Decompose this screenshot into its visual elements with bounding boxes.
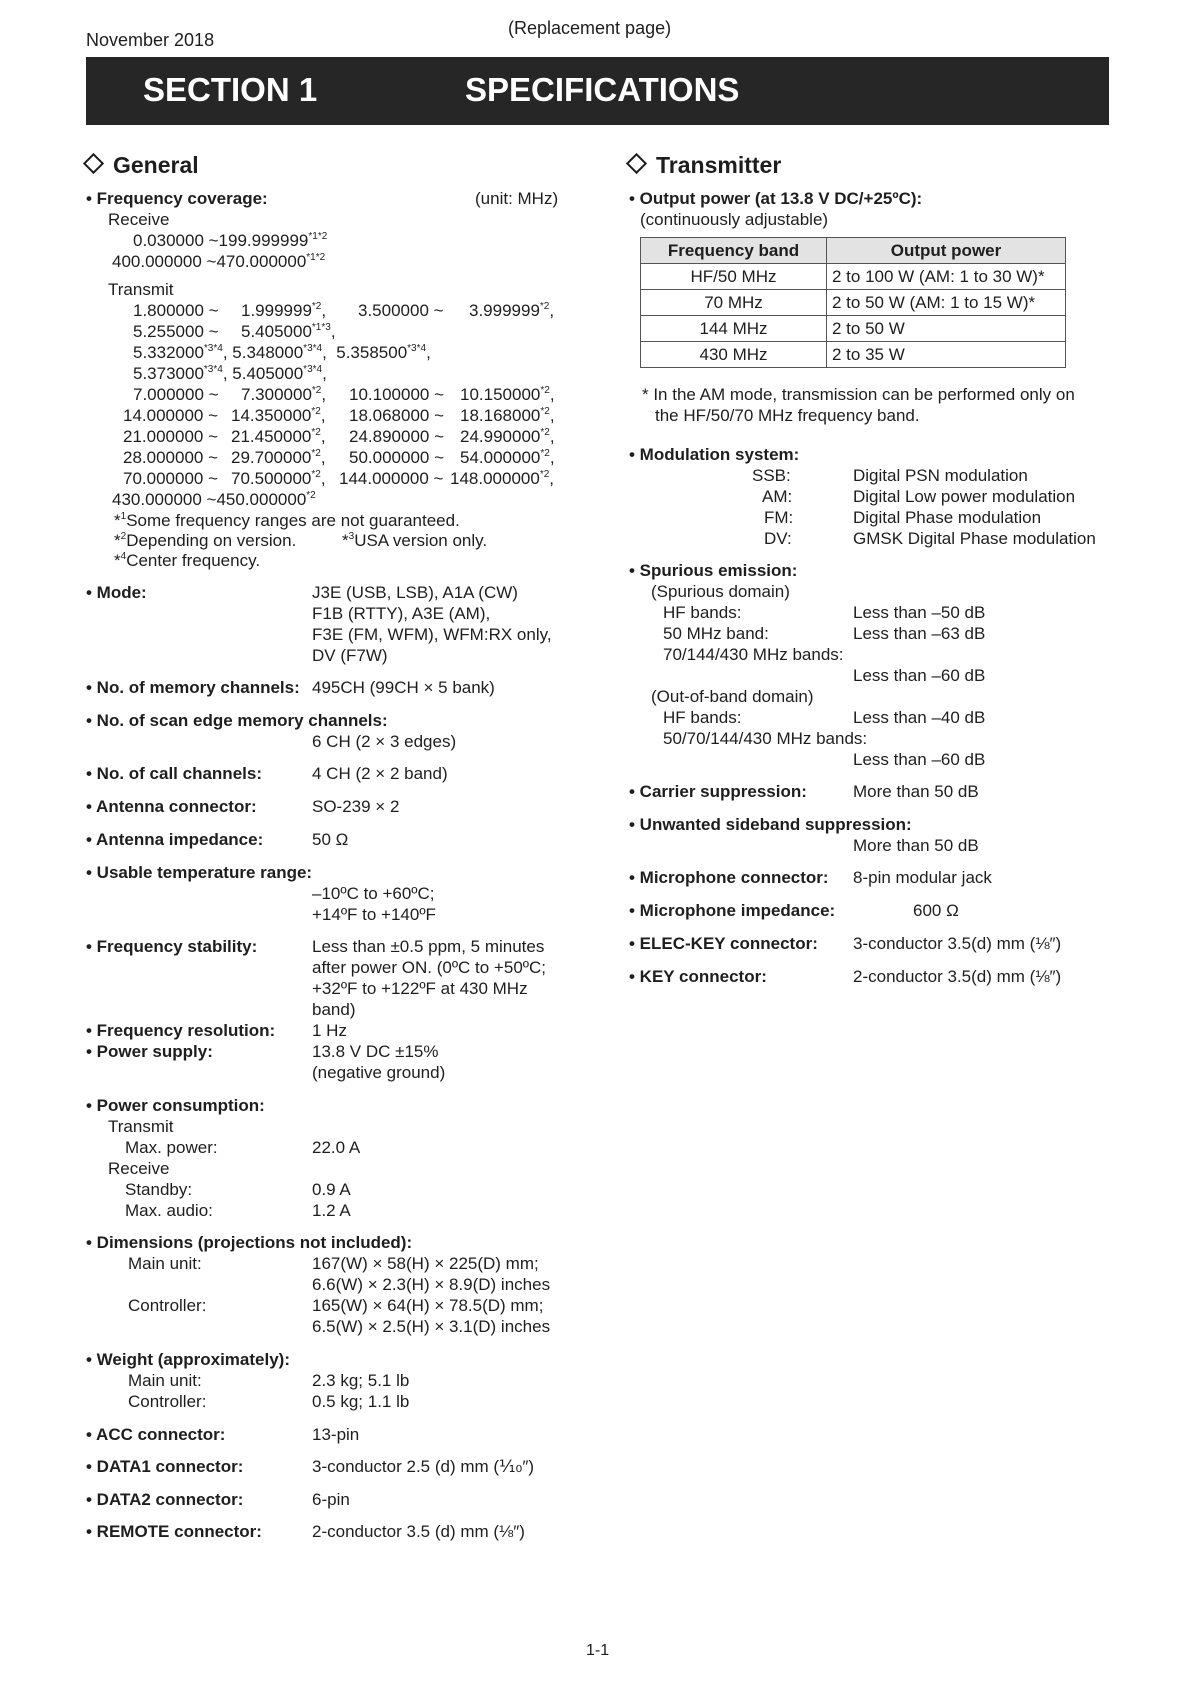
section-banner [86,57,1109,125]
mod-value: GMSK Digital Phase modulation [853,529,1096,548]
weight-label: • Weight (approximately): [86,1350,290,1369]
mic-impedance-value: 600 Ω [913,901,959,920]
mod-value: Digital PSN modulation [853,466,1028,485]
mode-value: F3E (FM, WFM), WFM:RX only, [312,625,552,644]
spur-hf-value: Less than –50 dB [853,603,986,622]
table-row [641,290,1066,316]
scan-edge-value: 6 CH (2 × 3 edges) [312,732,457,751]
spurious-domain: (Spurious domain) [651,582,790,601]
temperature-value: –10ºC to +60ºC; [312,884,435,903]
footnote-2: *$^2$Depending on version. [114,531,297,550]
oob-hf-value: Less than –40 dB [853,708,986,727]
freq-coverage-label: • Frequency coverage: [86,189,268,208]
table-cell: 430 MHz [641,342,827,368]
output-power-label: • Output power (at 13.8 V DC/+25ºC): [629,189,923,208]
transmit-label: Transmit [108,280,174,299]
pc-transmit: Transmit [108,1117,174,1136]
pc-standby: Standby: [125,1180,193,1199]
power-supply-value: 13.8 V DC ±15% [312,1042,439,1061]
dim-main-unit-value: 6.6(W) × 2.3(H) × 8.9(D) inches [312,1275,551,1294]
acc-connector-label: • ACC connector: [86,1425,226,1444]
power-consumption-label: • Power consumption: [86,1096,265,1115]
stability-value: band) [312,1000,356,1019]
rx-range-2: 400.000000 $\sim 470.000000^{*1*2}$ [112,252,326,271]
dim-controller-value: 6.5(W) × 2.5(H) × 3.1(D) inches [312,1317,551,1336]
scan-edge-label: • No. of scan edge memory channels: [86,711,388,730]
wt-controller: Controller: [128,1392,207,1411]
wt-main-unit-value: 2.3 kg; 5.1 lb [312,1371,410,1390]
power-supply-value: (negative ground) [312,1063,446,1082]
unwanted-sideband-label: • Unwanted sideband suppression: [629,815,912,834]
mod-value: Digital Low power modulation [853,487,1076,506]
data2-connector-value: 6-pin [312,1490,350,1509]
tx-range-row: 430.000000 ~450.000000$^{*2}$ [112,490,316,509]
mod-type: AM: [762,487,793,506]
footnote-1: *$^1$Some frequency ranges are not guaranteed. [114,511,460,530]
pc-receive: Receive [108,1159,170,1178]
table-row [641,342,1066,368]
table-cell: 2 to 50 W [827,316,1066,342]
pc-max-audio-value: 1.2 A [312,1201,351,1220]
data1-connector-value: 3-conductor 2.5 (d) mm (⅒″) [312,1457,535,1476]
output-power-table [640,237,1066,368]
table-header-row [641,238,1066,264]
table-cell: 2 to 50 W (AM: 1 to 15 W)* [827,290,1066,316]
carrier-suppression-label: • Carrier suppression: [629,782,807,801]
table-cell: 2 to 35 W [827,342,1066,368]
dim-controller: Controller: [128,1296,207,1315]
key-connector-value: 2-conductor 3.5(d) mm (⅛″) [853,967,1062,986]
data1-connector-label: • DATA1 connector: [86,1457,244,1476]
table-header: Frequency band [641,238,827,264]
wt-controller-value: 0.5 kg; 1.1 lb [312,1392,410,1411]
mod-type: SSB: [752,466,791,485]
stability-value: after power ON. (0ºC to +50ºC; [312,958,546,977]
spur-50: 50 MHz band: [663,624,769,643]
page-number: 1-1 [586,1642,610,1659]
acc-connector-value: 13-pin [312,1425,360,1444]
remote-connector-value: 2-conductor 3.5 (d) mm (⅛″) [312,1522,525,1541]
spur-70-value: Less than –60 dB [853,666,986,685]
table-cell: 70 MHz [641,290,827,316]
unwanted-sideband-value: More than 50 dB [853,836,979,855]
wt-main-unit: Main unit: [128,1371,202,1390]
temperature-label: • Usable temperature range: [86,863,313,882]
rx-range-1: 0.030000 $\sim 199.999999^{*1*2}$ [133,231,328,250]
table-note: * In the AM mode, transmission can be performed only on [642,385,1075,404]
receive-label: Receive [108,210,170,229]
key-connector-label: • KEY connector: [629,967,767,986]
pc-max-audio: Max. audio: [125,1201,213,1220]
transmitter-heading: Transmitter [629,152,781,179]
remote-connector-label: • REMOTE connector: [86,1522,262,1541]
mod-value: Digital Phase modulation [853,508,1042,527]
memory-channels-value: 495CH (99CH × 5 bank) [312,678,495,697]
table-note: the HF/50/70 MHz frequency band. [655,406,920,425]
tx-range-row: $5.373000^{*3*4}$, $5.405000^{*3*4}$, [133,364,327,383]
table-cell: 2 to 100 W (AM: 1 to 30 W)* [827,264,1066,290]
dimensions-label: • Dimensions (projections not included): [86,1233,413,1252]
header-date: November 2018 [86,30,215,50]
footnote-3: *$^3$USA version only. [342,531,488,550]
pc-standby-value: 0.9 A [312,1180,351,1199]
antenna-impedance-value: 50 Ω [312,830,349,849]
diamond-icon [83,153,104,174]
replacement-note: (Replacement page) [508,18,672,38]
power-supply-label: • Power supply: [86,1042,213,1061]
carrier-suppression-value: More than 50 dB [853,782,979,801]
memory-channels-label: • No. of memory channels: [86,678,300,697]
spur-hf: HF bands: [663,603,742,622]
diamond-icon [626,153,647,174]
mode-value: DV (F7W) [312,646,388,665]
mode-label: • Mode: [86,583,147,602]
mode-value: F1B (RTTY), A3E (AM), [312,604,491,623]
oob-50-value: Less than –60 dB [853,750,986,769]
output-power-sub: (continuously adjustable) [640,210,829,229]
stability-value: Less than ±0.5 ppm, 5 minutes [312,937,545,956]
antenna-connector-label: • Antenna connector: [86,797,257,816]
mod-type: FM: [764,508,794,527]
oob-50: 50/70/144/430 MHz bands: [663,729,868,748]
section-number: SECTION 1 [143,71,318,108]
table-row [641,264,1066,290]
mic-connector-label: • Microphone connector: [629,868,829,887]
table-row [641,316,1066,342]
out-of-band-domain: (Out-of-band domain) [651,687,814,706]
spurious-label: • Spurious emission: [629,561,798,580]
general-heading: General [86,152,199,179]
dim-controller-value: 165(W) × 64(H) × 78.5(D) mm; [312,1296,544,1315]
elec-key-label: • ELEC-KEY connector: [629,934,818,953]
call-channels-value: 4 CH (2 × 2 band) [312,764,448,783]
temperature-value: +14ºF to +140ºF [312,905,436,924]
pc-max-power: Max. power: [125,1138,218,1157]
spur-70: 70/144/430 MHz bands: [663,645,844,664]
stability-value: +32ºF to +122ºF at 430 MHz [312,979,528,998]
mod-type: DV: [764,529,792,548]
oob-hf: HF bands: [663,708,742,727]
antenna-impedance-label: • Antenna impedance: [86,830,264,849]
call-channels-label: • No. of call channels: [86,764,262,783]
mic-impedance-label: • Microphone impedance: [629,901,836,920]
stability-label: • Frequency stability: [86,937,258,956]
data2-connector-label: • DATA2 connector: [86,1490,244,1509]
mic-connector-value: 8-pin modular jack [853,868,992,887]
mode-value: J3E (USB, LSB), A1A (CW) [312,583,518,602]
resolution-label: • Frequency resolution: [86,1021,276,1040]
section-title: SPECIFICATIONS [465,71,740,108]
pc-max-power-value: 22.0 A [312,1138,361,1157]
table-header: Output power [827,238,1066,264]
antenna-connector-value: SO-239 × 2 [312,797,400,816]
elec-key-value: 3-conductor 3.5(d) mm (⅛″) [853,934,1062,953]
dim-main-unit-value: 167(W) × 58(H) × 225(D) mm; [312,1254,539,1273]
spur-50-value: Less than –63 dB [853,624,986,643]
table-cell: HF/50 MHz [641,264,827,290]
freq-unit: (unit: MHz) [475,189,559,208]
resolution-value: 1 Hz [312,1021,347,1040]
table-cell: 144 MHz [641,316,827,342]
tx-range-row: $5.332000^{*3*4}$, $5.348000^{*3*4}$, $5.358500^{*3*4}$, [133,343,431,362]
footnote-4: *$^4$Center frequency. [114,551,261,570]
modulation-label: • Modulation system: [629,445,800,464]
dim-main-unit: Main unit: [128,1254,202,1273]
